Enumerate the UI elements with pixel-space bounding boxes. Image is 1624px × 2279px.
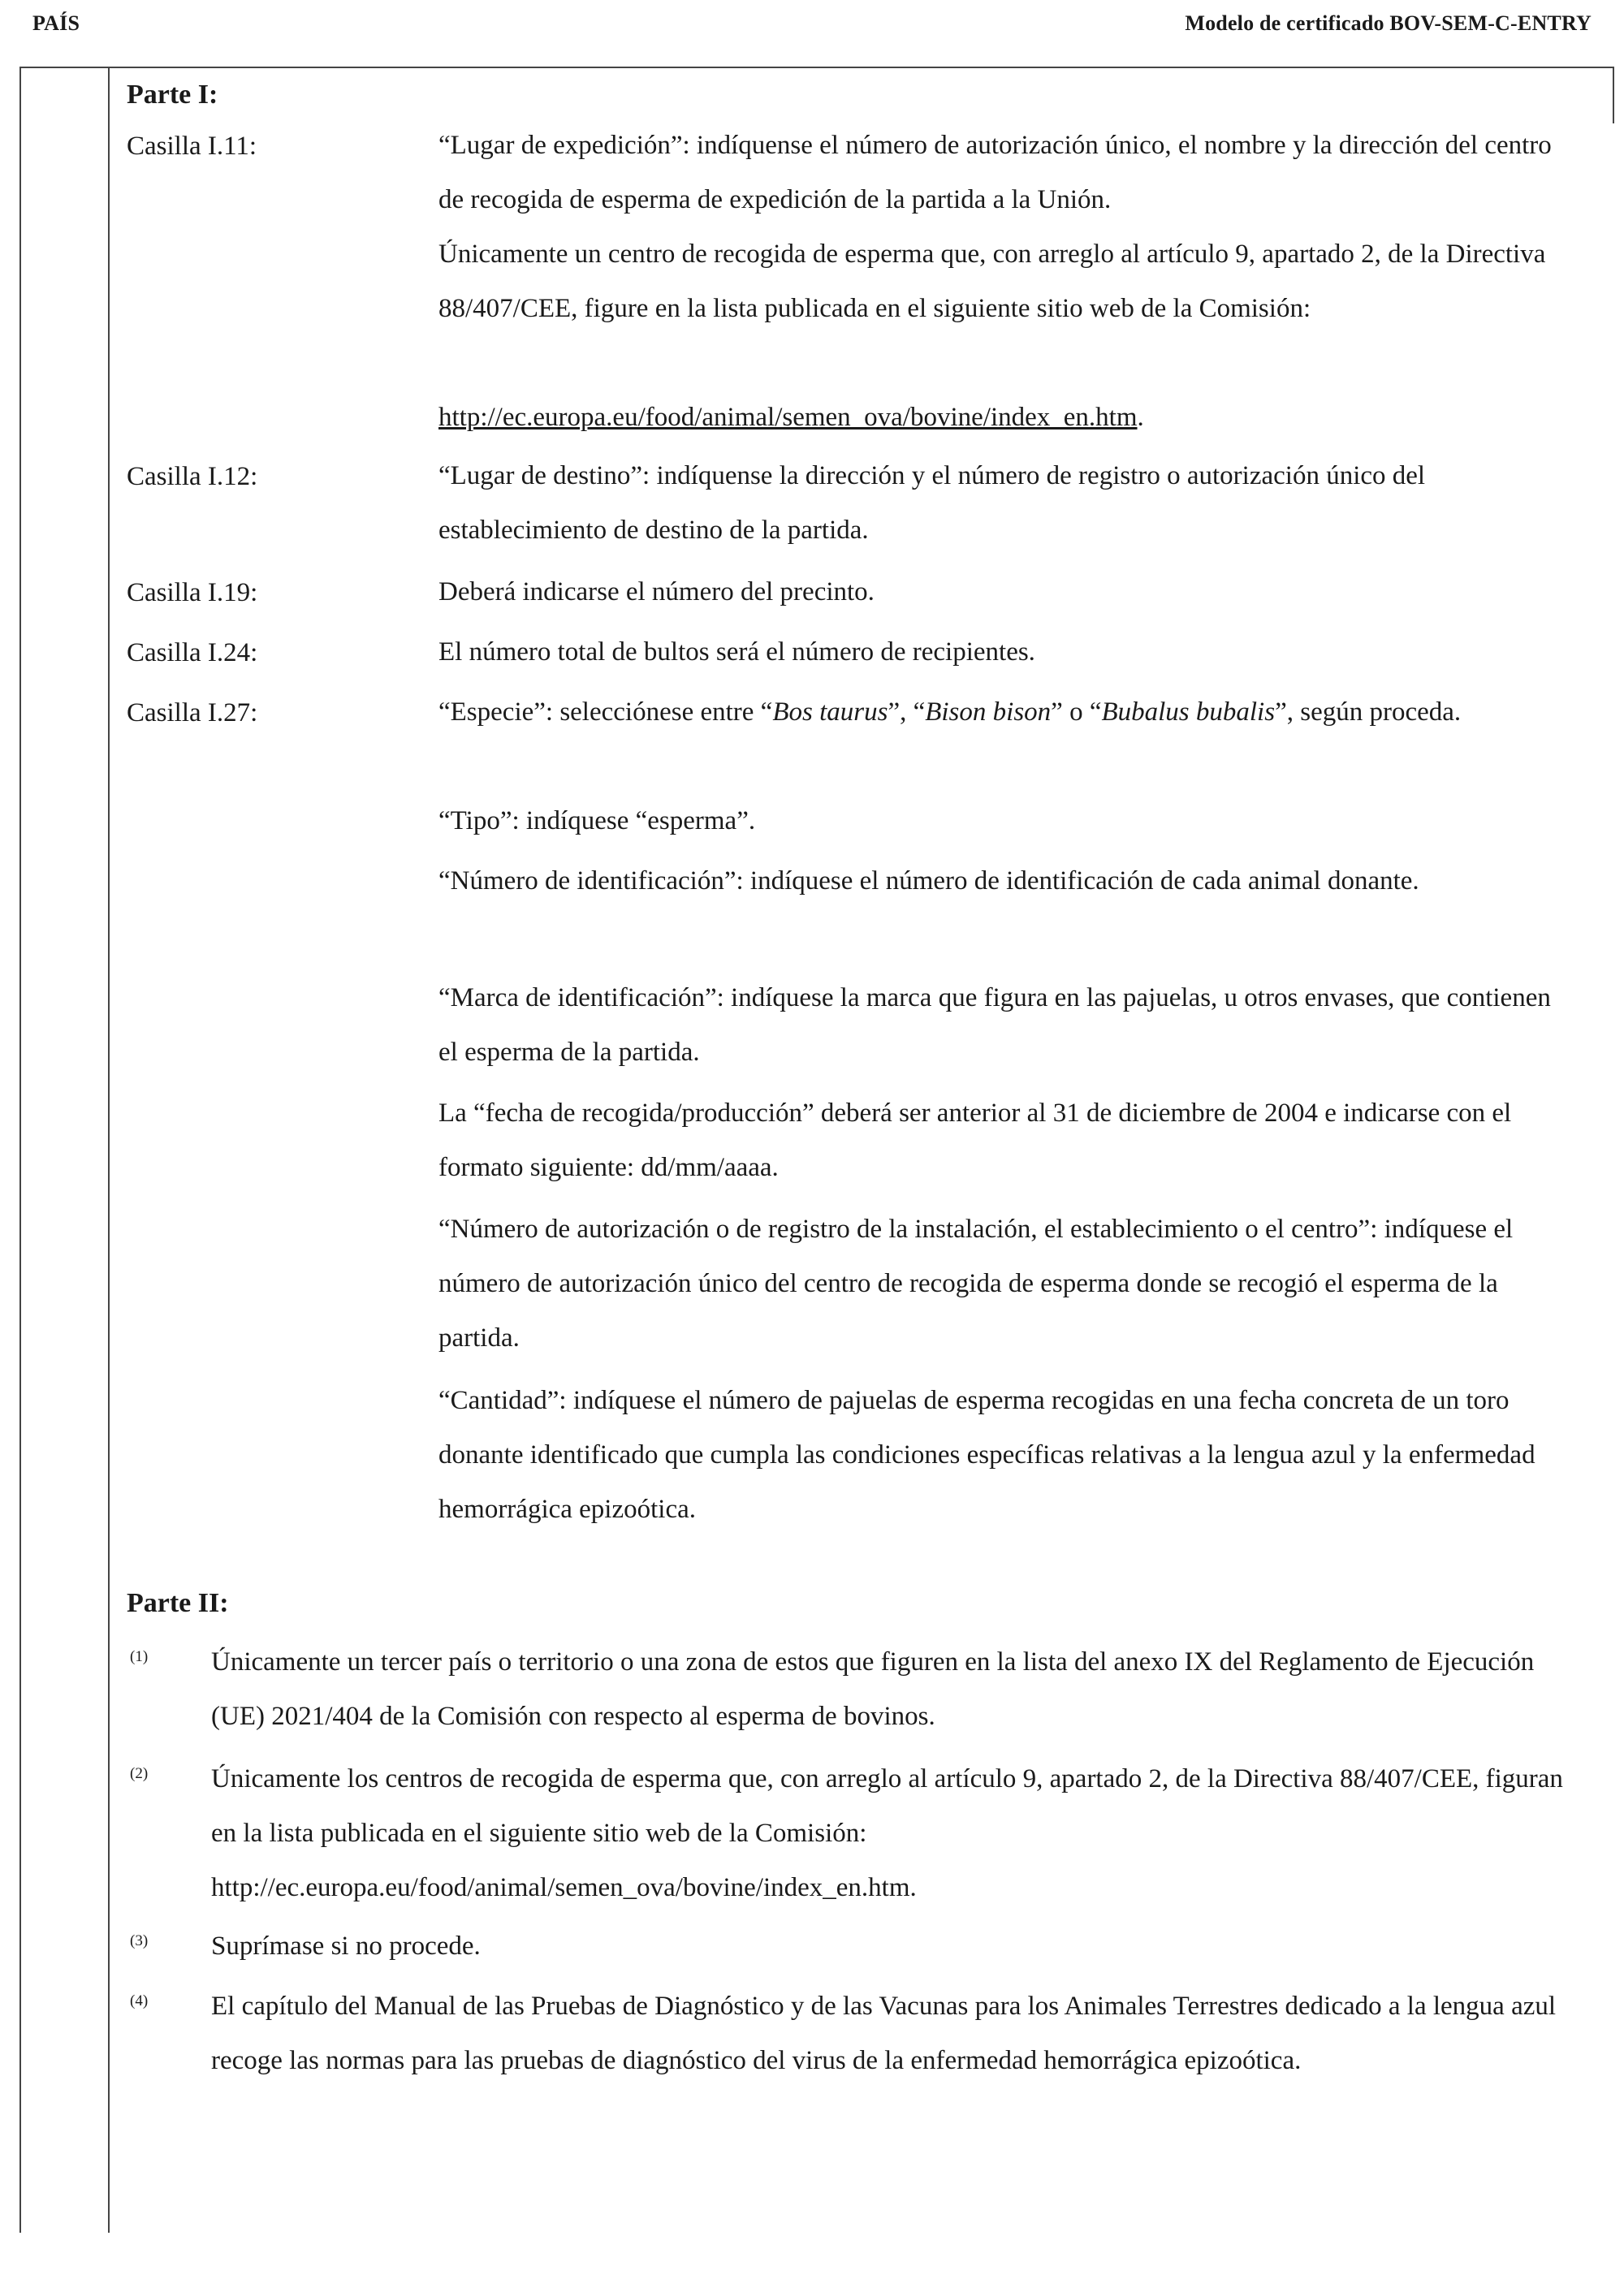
footnote-ref-1: (1) xyxy=(130,1648,149,1665)
commission-link-part1[interactable]: http://ec.europa.eu/food/animal/semen_ova/bovine/index_en.htm xyxy=(438,403,1138,432)
box-label-i27: Casilla I.27: xyxy=(127,698,258,727)
footnote-ref-3: (3) xyxy=(130,1932,149,1949)
box-label-i11: Casilla I.11: xyxy=(127,132,257,161)
footnote-text-4: El capítulo del Manual de las Pruebas de Diagnóstico y de las Vacunas para los Animales Terrestres dedicado a la lengua azul recoge las normas para las pruebas de diagnóstico del virus de la enfermedad hemorrágica epizoótica. xyxy=(211,1992,1557,2075)
box-label-i19: Casilla I.19: xyxy=(127,578,258,607)
box-label-i24: Casilla I.24: xyxy=(127,638,258,667)
frame-left-border xyxy=(19,67,21,2233)
box-i27-numero-identificacion: “Número de identificación”: indíquese el número de identificación de cada animal donante. xyxy=(438,866,1419,896)
box-i11-url[interactable]: http://ec.europa.eu/food/animal/semen_ova/bovine/index_en.htm. xyxy=(438,403,1144,432)
box-i19-text: Deberá indicarse el número del precinto. xyxy=(438,577,875,606)
box-i12-text: “Lugar de destino”: indíquense la dirección y el número de registro o autorización único del establecimiento de destino de la partida. xyxy=(438,461,1426,545)
box-i27-fecha: La “fecha de recogida/producción” deberá ser anterior al 31 de diciembre de 2004 e indicarse con el formato siguiente: dd/mm/aaaa. xyxy=(438,1098,1512,1182)
box-i27-autorizacion: “Número de autorización o de registro de la instalación, el establecimiento o el centro”: indíquese el número de autorización único del centro de recogida de esperma donde se recogió el esperma de la partida. xyxy=(438,1215,1514,1353)
frame-top-border xyxy=(19,67,1614,68)
footnote-text-3: Suprímase si no procede. xyxy=(211,1932,481,1961)
footnote-text-1: Únicamente un tercer país o territorio o una zona de estos que figuren en la lista del anexo IX del Reglamento de Ejecución (UE) 2021/404 de la Comisión con respecto al esperma de bovinos. xyxy=(211,1647,1535,1731)
part2-title: Parte II: xyxy=(127,1588,229,1618)
footnote-ref-2: (2) xyxy=(130,1765,149,1782)
footnote-ref-4: (4) xyxy=(130,1992,149,2009)
box-i27-especie: “Especie”: selecciónese entre “Bos taurus”, “Bison bison” o “Bubalus bubalis”, según proceda. xyxy=(438,697,1462,727)
certificate-model-header: Modelo de certificado BOV-SEM-C-ENTRY xyxy=(1185,11,1592,35)
box-i27-cantidad: “Cantidad”: indíquese el número de pajuelas de esperma recogidas en una fecha concreta de un toro donante identificado que cumpla las condiciones específicas relativas a la lengua azul y la enfermedad hemorrágica epizoótica. xyxy=(438,1386,1535,1524)
frame-inner-border xyxy=(108,67,110,2233)
footnote-2-url[interactable]: http://ec.europa.eu/food/animal/semen_ova/bovine/index_en.htm. xyxy=(211,1873,917,1902)
box-i27-tipo: “Tipo”: indíquese “esperma”. xyxy=(438,806,756,835)
box-i11-text-2: Únicamente un centro de recogida de esperma que, con arreglo al artículo 9, apartado 2, de la Directiva 88/407/CEE, figure en la lista publicada en el siguiente sitio web de la Comisión: xyxy=(438,240,1546,323)
frame-right-border xyxy=(1613,67,1614,123)
part1-title: Parte I: xyxy=(127,80,218,110)
country-header: PAÍS xyxy=(32,11,80,35)
box-i24-text: El número total de bultos será el número de recipientes. xyxy=(438,637,1035,667)
box-i11-text-1: “Lugar de expedición”: indíquense el número de autorización único, el nombre y la dirección del centro de recogida de esperma de expedición de la partida a la Unión. xyxy=(438,131,1552,214)
box-label-i12: Casilla I.12: xyxy=(127,462,258,491)
box-i27-marca: “Marca de identificación”: indíquese la marca que figura en las pajuelas, u otros envases, que contienen el esperma de la partida. xyxy=(438,983,1551,1067)
footnote-text-2: Únicamente los centros de recogida de esperma que, con arreglo al artículo 9, apartado 2, de la Directiva 88/407/CEE, figuran en la lista publicada en el siguiente sitio web de la Comisión: xyxy=(211,1764,1563,1848)
